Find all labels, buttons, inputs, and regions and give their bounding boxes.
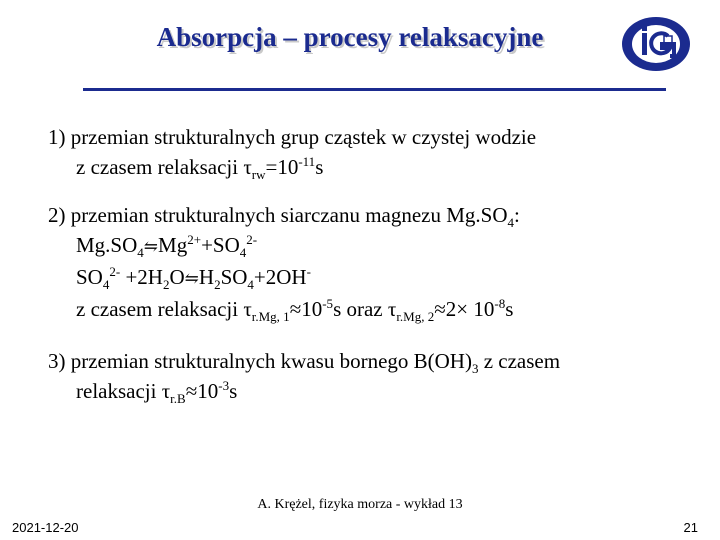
superscript: 2- (109, 264, 121, 279)
item-2-line-1 (48, 203, 520, 230)
equation-1 (48, 230, 520, 262)
text: s (315, 155, 324, 179)
superscript: -5 (322, 296, 334, 311)
footer-date: 2021-12-20 (12, 520, 79, 535)
subscript: 2 (162, 277, 170, 292)
subscript: 4 (137, 245, 144, 260)
text: z czasem relaksacji τ (76, 297, 252, 321)
item-1 (48, 122, 536, 182)
text: +SO (201, 233, 240, 257)
superscript: 2- (246, 232, 258, 247)
subscript: r.Mg, 1 (251, 309, 290, 324)
subscript: 2 (214, 277, 221, 292)
text: relaksacji τ (76, 379, 171, 403)
superscript: -8 (494, 296, 506, 311)
text: z czasem (478, 349, 561, 373)
item-3-line-1 (48, 349, 561, 376)
equation-2 (48, 262, 520, 294)
text: H (198, 265, 215, 289)
superscript: -3 (218, 378, 230, 393)
equilibrium-arrow-icon: ⇋ (143, 237, 159, 256)
subscript: 4 (247, 277, 254, 292)
text: O (169, 265, 185, 289)
page-number: 21 (683, 520, 698, 535)
slide-title: Absorpcja – procesy relaksacyjne (156, 22, 544, 52)
text: SO (220, 265, 248, 289)
text: +2H (120, 265, 163, 289)
superscript: 2+ (187, 232, 202, 247)
item-3-line-2 (48, 376, 560, 406)
item-1-line-1: 1) przemian strukturalnych grup cząstek w czystej wodzie (48, 125, 537, 149)
subscript: 3 (471, 361, 479, 376)
text: s (505, 297, 514, 321)
subscript: 4 (507, 215, 515, 230)
text: s (229, 379, 238, 403)
subscript: r.B (170, 391, 186, 406)
superscript: -11 (298, 154, 316, 169)
text: z czasem relaksacji τ (76, 155, 252, 179)
text: ≈10 (289, 297, 323, 321)
igf-logo-icon (620, 14, 692, 74)
item-1-line-2 (48, 152, 536, 182)
text: Mg.SO (76, 233, 138, 257)
title-underline (83, 88, 666, 91)
subscript: r.Mg, 2 (396, 309, 435, 324)
item-2 (48, 200, 520, 324)
subscript: rw (251, 167, 266, 182)
item-3 (48, 346, 560, 406)
superscript: - (306, 264, 311, 279)
item-2-relaxation-times (48, 294, 520, 324)
subscript: 4 (102, 277, 110, 292)
text: 3) przemian strukturalnych kwasu bornego B(OH) (48, 349, 472, 373)
text: 2) przemian strukturalnych siarczanu magnezu Mg.SO (48, 203, 508, 227)
footer-author: A. Krężel, fizyka morza - wykład 13 (257, 497, 463, 512)
text: s oraz τ (333, 297, 397, 321)
text: SO (76, 265, 103, 289)
equilibrium-arrow-icon: ⇋ (184, 269, 199, 288)
text: =10 (265, 155, 299, 179)
text: ≈2× 10 (434, 297, 495, 321)
text: ≈10 (185, 379, 219, 403)
text: Mg (158, 233, 188, 257)
subscript: 4 (239, 245, 247, 260)
text: : (514, 203, 520, 227)
text: +2OH (253, 265, 307, 289)
